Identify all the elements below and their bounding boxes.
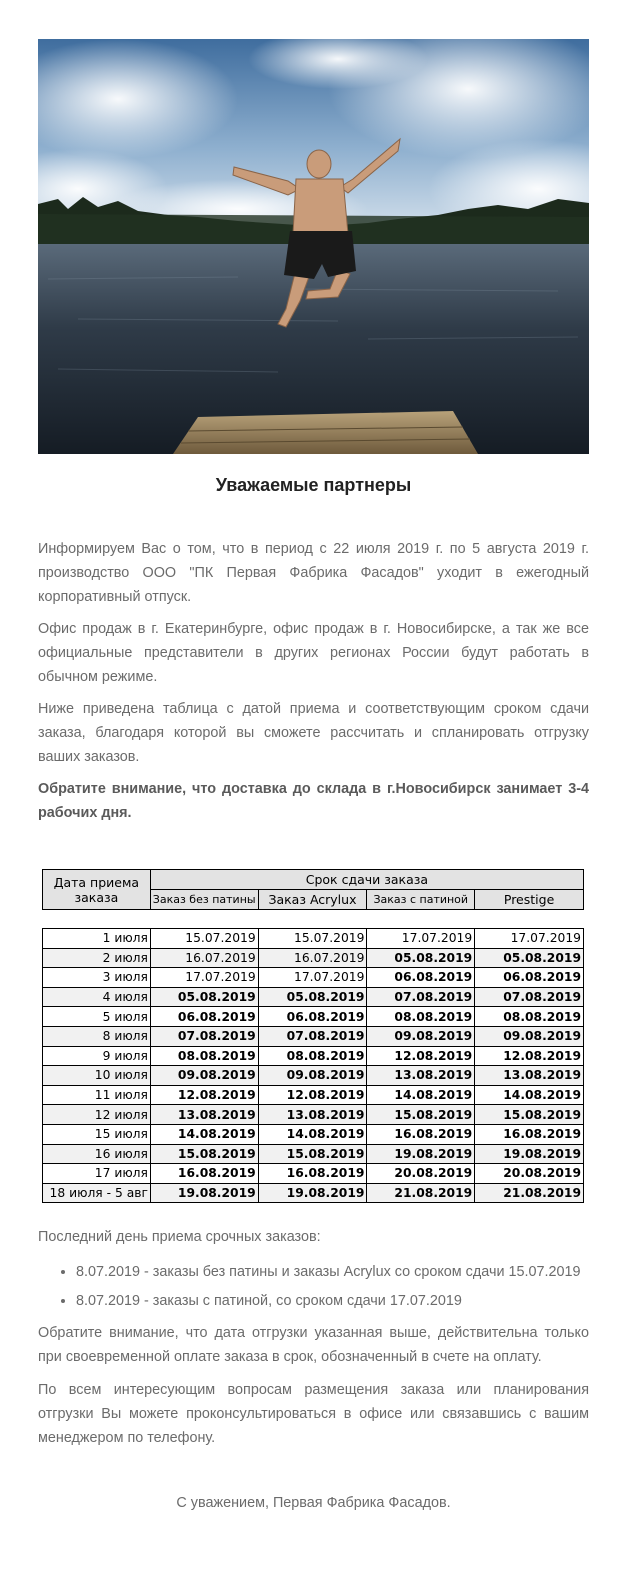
row-deadline: 13.08.2019	[475, 1066, 584, 1086]
intro-paragraph-table: Ниже приведена таблица с датой приема и соответствующим сроком сдачи заказа, благодаря которой вы сможете рассчитать и спланировать отгрузку ваших заказов.	[38, 701, 589, 765]
row-deadline: 09.08.2019	[475, 1026, 584, 1046]
row-deadline: 14.08.2019	[475, 1085, 584, 1105]
row-deadline: 16.08.2019	[150, 1164, 258, 1184]
payment-note: Обратите внимание, что дата отгрузки указанная выше, действительна только при своевременной оплате заказа в срок, обозначенный в счете на оплату.	[38, 1325, 589, 1365]
row-deadline: 05.08.2019	[150, 987, 258, 1007]
intro-paragraph-offices: Офис продаж в г. Екатеринбурге, офис продаж в г. Новосибирске, а так же все официальные представители в других регионах России будут работать в обычном режиме.	[38, 621, 589, 685]
row-deadline: 17.07.2019	[150, 968, 258, 988]
contact-note: По всем интересующим вопросам размещения заказа или планирования отгрузки Вы можете проконсультироваться в офисе или связавшись с вашим менеджером по телефону.	[38, 1382, 589, 1446]
row-date: 16 июля	[43, 1144, 151, 1164]
row-deadline: 14.08.2019	[258, 1124, 367, 1144]
row-date: 12 июля	[43, 1105, 151, 1125]
row-deadline: 08.08.2019	[367, 1007, 475, 1027]
row-deadline: 19.08.2019	[150, 1183, 258, 1203]
row-deadline: 19.08.2019	[475, 1144, 584, 1164]
row-deadline: 08.08.2019	[258, 1046, 367, 1066]
row-deadline: 14.08.2019	[367, 1085, 475, 1105]
row-deadline: 13.08.2019	[150, 1105, 258, 1125]
row-date: 5 июля	[43, 1007, 151, 1027]
row-deadline: 16.08.2019	[258, 1164, 367, 1184]
row-deadline: 16.08.2019	[367, 1124, 475, 1144]
header-no-patina: Заказ без патины	[150, 890, 258, 910]
row-deadline: 12.08.2019	[367, 1046, 475, 1066]
row-deadline: 07.08.2019	[367, 987, 475, 1007]
row-deadline: 20.08.2019	[367, 1164, 475, 1184]
row-deadline: 12.08.2019	[475, 1046, 584, 1066]
row-deadline: 12.08.2019	[258, 1085, 367, 1105]
row-date: 3 июля	[43, 968, 151, 988]
row-deadline: 17.07.2019	[367, 929, 475, 949]
row-deadline: 07.08.2019	[150, 1026, 258, 1046]
row-deadline: 12.08.2019	[150, 1085, 258, 1105]
table-row	[43, 1144, 584, 1164]
table-row	[43, 968, 584, 988]
intro-paragraph-vacation: Информируем Вас о том, что в период с 22 июля 2019 г. по 5 августа 2019 г. производство ООО "ПК Первая Фабрика Фасадов" уходит в ежегодный корпоративный отпуск.	[38, 541, 589, 605]
row-deadline: 05.08.2019	[258, 987, 367, 1007]
row-deadline: 15.08.2019	[367, 1105, 475, 1125]
header-patina: Заказ с патиной	[367, 890, 475, 910]
row-deadline: 07.08.2019	[258, 1026, 367, 1046]
table-row	[43, 1164, 584, 1184]
row-date: 18 июля - 5 авг	[43, 1183, 151, 1203]
table-row	[43, 948, 584, 968]
row-deadline: 16.07.2019	[150, 948, 258, 968]
row-deadline: 05.08.2019	[475, 948, 584, 968]
row-date: 8 июля	[43, 1026, 151, 1046]
table-row	[43, 1124, 584, 1144]
header-deadline-group: Срок сдачи заказа	[150, 870, 583, 890]
delivery-note: Обратите внимание, что доставка до склада в г.Новосибирск занимает 3-4 рабочих дня.	[38, 781, 589, 821]
row-deadline: 20.08.2019	[475, 1164, 584, 1184]
row-deadline: 09.08.2019	[258, 1066, 367, 1086]
row-date: 1 июля	[43, 929, 151, 949]
row-deadline: 16.08.2019	[475, 1124, 584, 1144]
table-row	[43, 987, 584, 1007]
table-row	[43, 929, 584, 949]
row-deadline: 06.08.2019	[367, 968, 475, 988]
schedule-table-header	[42, 869, 584, 910]
table-row	[43, 1026, 584, 1046]
header-prestige: Prestige	[475, 890, 584, 910]
row-deadline: 15.08.2019	[475, 1105, 584, 1125]
table-row	[43, 1105, 584, 1125]
row-date: 2 июля	[43, 948, 151, 968]
row-deadline: 07.08.2019	[475, 987, 584, 1007]
row-date: 9 июля	[43, 1046, 151, 1066]
list-item: • 8.07.2019 - заказы без патины и заказы Acrylux со сроком сдачи 15.07.2019	[76, 1258, 636, 1287]
schedule-table	[42, 928, 584, 1203]
table-row	[43, 1183, 584, 1203]
signature: С уважением, Первая Фабрика Фасадов.	[176, 1495, 451, 1511]
row-deadline: 05.08.2019	[367, 948, 475, 968]
row-deadline: 09.08.2019	[367, 1026, 475, 1046]
lake-jump-illustration	[38, 39, 589, 454]
row-deadline: 06.08.2019	[150, 1007, 258, 1027]
row-deadline: 06.08.2019	[475, 968, 584, 988]
row-date: 11 июля	[43, 1085, 151, 1105]
row-date: 17 июля	[43, 1164, 151, 1184]
header-acrylux: Заказ Acrylux	[258, 890, 367, 910]
row-deadline: 08.08.2019	[475, 1007, 584, 1027]
page-title: Уважаемые партнеры	[215, 475, 412, 495]
urgent-orders-intro: Последний день приема срочных заказов:	[38, 1229, 321, 1245]
list-item: • 8.07.2019 - заказы с патиной, со сроком сдачи 17.07.2019	[76, 1287, 636, 1316]
table-row	[43, 1007, 584, 1027]
row-deadline: 16.07.2019	[258, 948, 367, 968]
row-date: 15 июля	[43, 1124, 151, 1144]
row-deadline: 21.08.2019	[475, 1183, 584, 1203]
table-row	[43, 1085, 584, 1105]
row-deadline: 14.08.2019	[150, 1124, 258, 1144]
row-date: 4 июля	[43, 987, 151, 1007]
row-deadline: 21.08.2019	[367, 1183, 475, 1203]
row-deadline: 19.08.2019	[258, 1183, 367, 1203]
row-deadline: 15.08.2019	[150, 1144, 258, 1164]
row-deadline: 15.08.2019	[258, 1144, 367, 1164]
row-deadline: 13.08.2019	[367, 1066, 475, 1086]
row-deadline: 15.07.2019	[150, 929, 258, 949]
hero-photo	[38, 39, 589, 454]
row-deadline: 09.08.2019	[150, 1066, 258, 1086]
row-date: 10 июля	[43, 1066, 151, 1086]
row-deadline: 19.08.2019	[367, 1144, 475, 1164]
row-deadline: 17.07.2019	[258, 968, 367, 988]
row-deadline: 08.08.2019	[150, 1046, 258, 1066]
urgent-orders-list	[38, 1258, 636, 1316]
table-row	[43, 1046, 584, 1066]
row-deadline: 15.07.2019	[258, 929, 367, 949]
row-deadline: 06.08.2019	[258, 1007, 367, 1027]
row-deadline: 17.07.2019	[475, 929, 584, 949]
row-deadline: 13.08.2019	[258, 1105, 367, 1125]
table-row	[43, 1066, 584, 1086]
header-date-column: Дата приема заказа	[43, 870, 151, 910]
